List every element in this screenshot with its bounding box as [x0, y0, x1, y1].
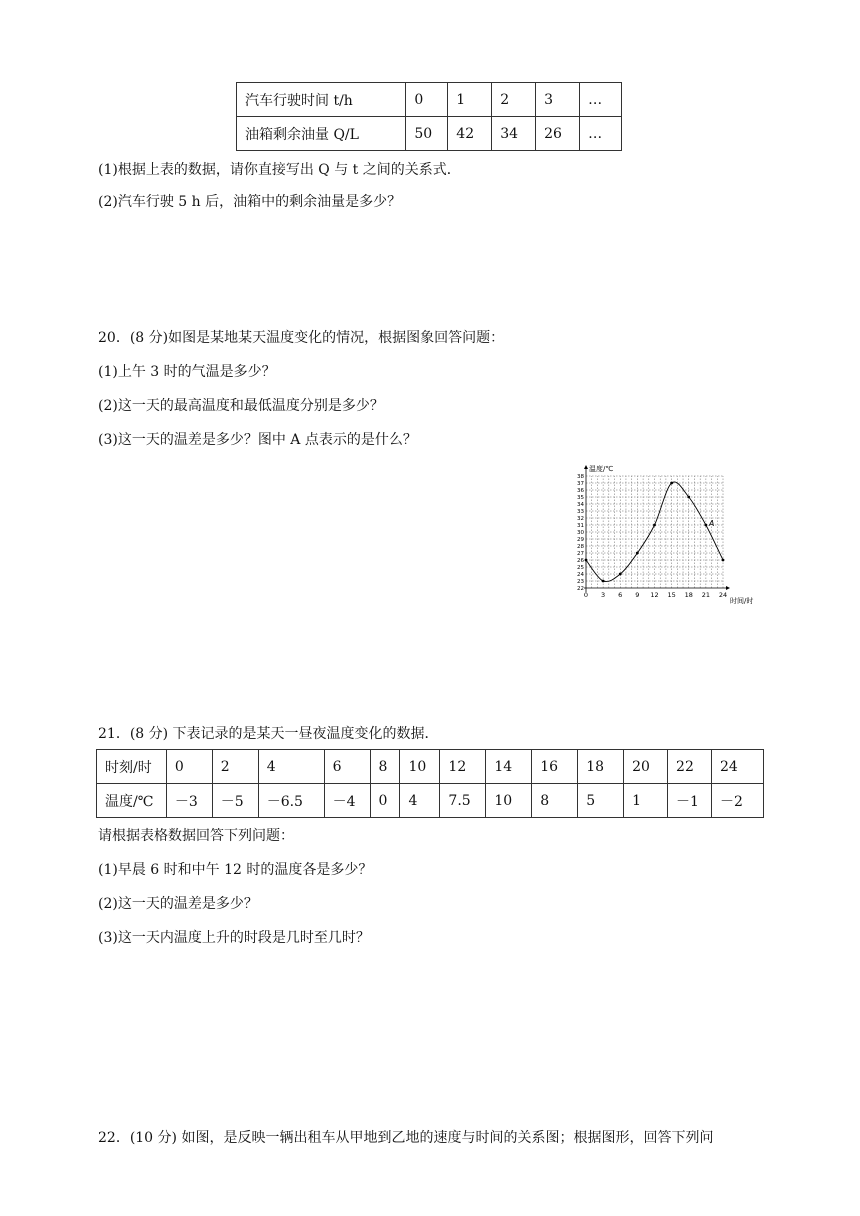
table-cell: 50: [406, 117, 448, 151]
table-cell: 3: [536, 83, 580, 117]
q20-part1: (1)上午 3 时的气温是多少？: [98, 364, 276, 380]
y-tick-label: 38: [577, 474, 584, 480]
x-tick-label: 0: [583, 591, 589, 599]
x-tick-label: 18: [684, 591, 693, 599]
table-cell: 14: [486, 750, 532, 784]
q20-stem: 20．(8 分)如图是某地某天温度变化的情况，根据图象回答问题：: [98, 330, 505, 346]
y-tick-label: 31: [577, 523, 584, 529]
table-cell: 8: [532, 784, 578, 818]
table-cell: －1: [668, 784, 712, 818]
q21-part2: (2)这一天的温差是多少？: [98, 896, 258, 912]
table-cell: 42: [448, 117, 492, 151]
q19-part1: (1)根据上表的数据，请你直接写出 Q 与 t 之间的关系式．: [98, 162, 461, 178]
q22-stem: 22．(10 分) 如图，是反映一辆出租车从甲地到乙地的速度与时间的关系图；根据图形，回答下列问: [98, 1130, 714, 1146]
q20-part2: (2)这一天的最高温度和最低温度分别是多少？: [98, 398, 384, 414]
table-cell: 时刻/时: [97, 750, 167, 784]
table-cell: 1: [448, 83, 492, 117]
table-cell: 0: [370, 784, 400, 818]
data-point: [687, 496, 690, 499]
data-point: [722, 559, 725, 562]
temperature-chart: [560, 462, 800, 612]
y-tick-label: 26: [577, 558, 584, 564]
table-cell: …: [580, 117, 622, 151]
x-tick-label: 3: [601, 591, 606, 599]
y-tick-label: 22: [577, 586, 584, 592]
table-row: [97, 784, 764, 818]
q20-part3: (3)这一天的温差是多少？图中 A 点表示的是什么？: [98, 432, 417, 448]
table-cell: 4: [258, 750, 324, 784]
y-tick-label: 24: [577, 572, 584, 578]
y-tick-label: 36: [577, 488, 584, 494]
table-cell: 2: [212, 750, 258, 784]
y-tick-label: 34: [577, 502, 584, 508]
x-tick-label: 24: [718, 591, 728, 599]
table-row: [237, 83, 622, 117]
table-cell: 油箱剩余油量 Q/L: [237, 117, 406, 151]
table-cell: 4: [400, 784, 440, 818]
data-point: [670, 482, 673, 485]
temperature-table: [96, 749, 764, 818]
table-cell: 汽车行驶时间 t/h: [237, 83, 406, 117]
table-cell: 5: [578, 784, 624, 818]
table-cell: 24: [711, 750, 763, 784]
y-tick-label: 29: [577, 537, 584, 543]
data-point: [653, 524, 656, 527]
y-axis-arrow: [584, 465, 588, 469]
q21-part3: (3)这一天内温度上升的时段是几时至几时？: [98, 930, 370, 946]
data-point: [585, 559, 588, 562]
x-axis-label: 时间/时: [730, 597, 754, 605]
data-point: [602, 580, 605, 583]
table-cell: 12: [440, 750, 486, 784]
table-cell: 温度/℃: [97, 784, 167, 818]
y-tick-label: 32: [577, 516, 584, 522]
table-cell: －5: [212, 784, 258, 818]
y-tick-label: 33: [577, 509, 584, 515]
y-tick-label: 35: [577, 495, 584, 501]
table-cell: 0: [406, 83, 448, 117]
q21-intro: 请根据表格数据回答下列问题：: [98, 828, 294, 844]
data-point: [619, 573, 622, 576]
x-tick-label: 6: [618, 591, 623, 599]
table-cell: 2: [492, 83, 536, 117]
y-tick-label: 25: [577, 565, 584, 571]
y-tick-label: 23: [577, 579, 584, 585]
table-cell: 20: [624, 750, 668, 784]
table-cell: －2: [711, 784, 763, 818]
y-tick-label: 28: [577, 544, 584, 550]
table-cell: －3: [166, 784, 212, 818]
table-cell: 7.5: [440, 784, 486, 818]
y-tick-label: 27: [577, 551, 584, 557]
table-cell: …: [580, 83, 622, 117]
y-tick-label: 37: [577, 481, 584, 487]
data-point: [636, 552, 639, 555]
table-cell: 0: [166, 750, 212, 784]
point-a-label: A: [708, 519, 715, 528]
table-cell: 10: [400, 750, 440, 784]
y-axis-label: 温度/℃: [589, 465, 614, 473]
table-cell: 22: [668, 750, 712, 784]
table-cell: －4: [324, 784, 370, 818]
x-tick-label: 9: [635, 591, 640, 599]
table-cell: 18: [578, 750, 624, 784]
x-tick-label: 12: [650, 591, 659, 599]
x-axis-arrow: [726, 586, 730, 590]
table-cell: 10: [486, 784, 532, 818]
table-row: [97, 750, 764, 784]
table-cell: 16: [532, 750, 578, 784]
q21-part1: (1)早晨 6 时和中午 12 时的温度各是多少？: [98, 862, 373, 878]
q19-part2: (2)汽车行驶 5 h 后，油箱中的剩余油量是多少？: [98, 194, 402, 210]
table-cell: －6.5: [258, 784, 324, 818]
table-cell: 1: [624, 784, 668, 818]
q21-stem: 21．(8 分) 下表记录的是某天一昼夜温度变化的数据．: [98, 726, 439, 742]
x-tick-label: 21: [701, 591, 711, 599]
fuel-table: [236, 82, 622, 151]
table-cell: 26: [536, 117, 580, 151]
table-cell: 34: [492, 117, 536, 151]
data-point: [704, 524, 707, 527]
table-row: [237, 117, 622, 151]
table-cell: 8: [370, 750, 400, 784]
table-cell: 6: [324, 750, 370, 784]
y-tick-label: 30: [577, 530, 584, 536]
x-tick-label: 15: [667, 591, 676, 599]
